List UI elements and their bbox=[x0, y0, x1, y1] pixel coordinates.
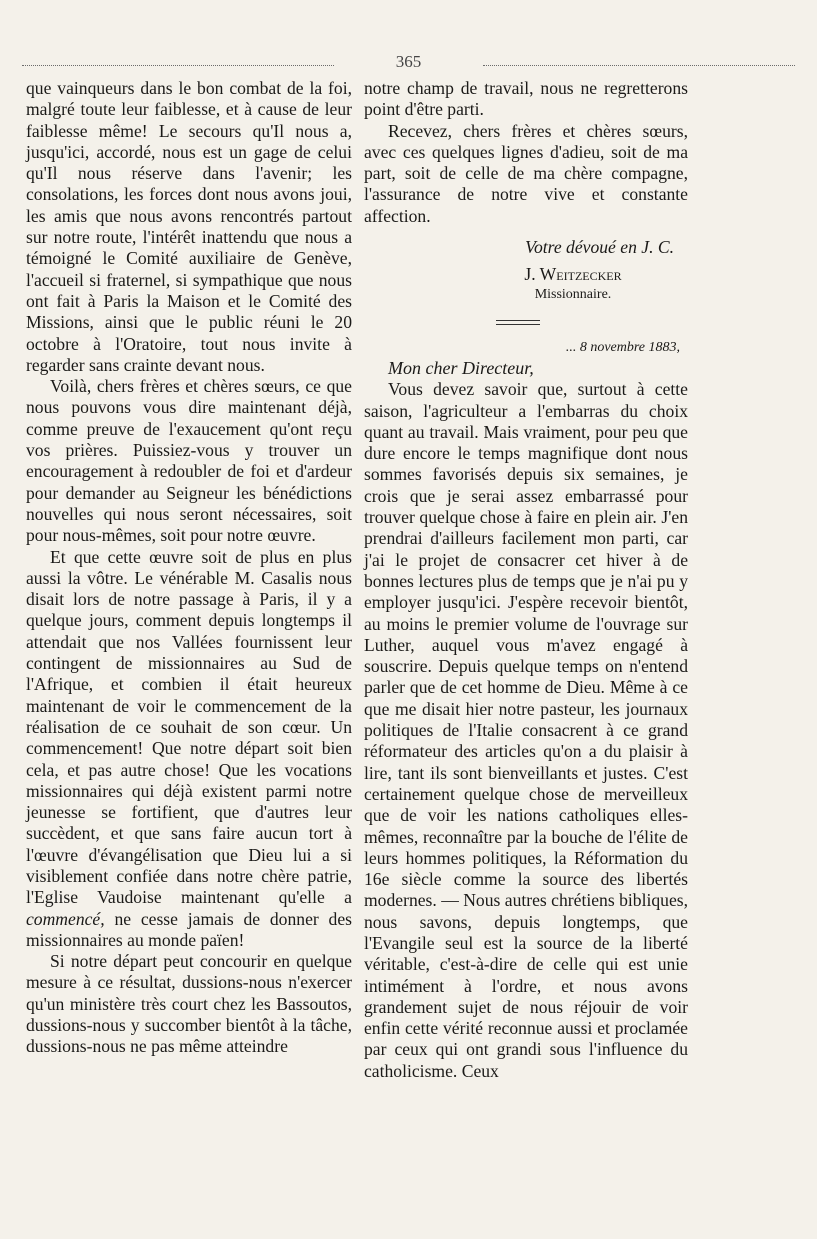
salutation: Mon cher Directeur, bbox=[388, 357, 534, 378]
dateline: ... 8 novembre 1883, bbox=[565, 339, 680, 355]
page-header bbox=[22, 52, 795, 72]
page-number: 365 bbox=[395, 52, 422, 71]
paragraph: Vous devez savoir que, surtout à cette saison, l'agriculteur a l'embarras du choix quant au travail. Mais vraiment, pour peu que dure encore le temps magnifique dont nous sommes favorisés depuis six semaines, je crois que je serai assez embarrassé pour trouver quelque chose à faire en plein air. J'en prendrai d'ailleurs facilement mon parti, car j'ai le projet de consacrer cet hiver à de bonnes lectures plus de temps que je n'ai pu y employer jusqu'ici. J'espère recevoir bientôt, au moins le premier volume de l'ouvrage sur Luther, auquel vous m'avez engagé à souscrire. Depuis quelque temps on n'entend parler que de cet homme de Dieu. Même à ce que me disait hier notre pasteur, les journaux politiques de l'Italie consacrent à ce grand réformateur des articles qu'on a du plaisir à lire, tant ils sont bienveillants et justes. C'est certainement quelque chose de merveilleux que de voir les nations catholiques elles-mêmes, reconnaître par la bouche de l'élite de leurs hommes politiques, la Réformation du 16e siècle comme la source des libertés modernes. — Nous autres chrétiens bibliques, nous savons, depuis longtemps, que l'Evangile seul est la source de la liberté véritable, c'est-à-dire de celle qui est unie intimément à l'ordre, et nous avons grandement sujet de nous réjouir de voir enfin cette vérité reconnue aussi et proclamée par ceux qui ont grandi sous l'influence du catholicisme. Ceux bbox=[364, 379, 688, 1081]
paragraph-text: ne cesse jamais de donner des missionnaires au monde païen! bbox=[26, 908, 352, 950]
signature: J. Weitzecker bbox=[524, 264, 622, 285]
emphasis: commencé, bbox=[26, 908, 105, 929]
signature-role: Missionnaire. bbox=[534, 286, 612, 302]
section-separator bbox=[496, 320, 540, 325]
letter-closing: Votre dévoué en J. C. bbox=[525, 237, 674, 258]
right-column bbox=[364, 78, 688, 1082]
left-column bbox=[26, 78, 352, 1058]
paragraph-text: Et que cette œuvre soit de plus en plus aussi la vôtre. Le vénérable M. Casalis nous disait lors de notre passage à Paris, il y a quelque jours, comment depuis longtemps il attendait que nos Vallées fournissent leur contingent de missionnaires au Sud de l'Afrique, et combien il était heureux maintenant de voir le commencement de la réalisation de ce souhait de son cœur. Un commencement! Que notre départ soit bien cela, et pas autre chose! Que les vocations missionnaires qui déjà existent parmi notre jeunesse se fortifient, que d'autres leur succèdent, et que sans faire aucun tort à l'œuvre d'évangélisation que Dieu lui a si visiblement confiée dans notre chère patrie, l'Eglise Vaudoise maintenant qu'elle a bbox=[26, 546, 352, 908]
paragraph: Voilà, chers frères et chères sœurs, ce que nous pouvons vous dire maintenant déjà, comme preuve de l'exaucement qu'ont reçu vos prières. Puissiez-vous y trouver un encouragement à redoubler de foi et d'ardeur pour demander au Seigneur les bénédictions nouvelles qui nous seront nécessaires, soit pour nous-mêmes, soit pour notre œuvre. bbox=[26, 376, 352, 546]
paragraph: Recevez, chers frères et chères sœurs, avec ces quelques lignes d'adieu, soit de ma part, soit de celle de ma chère compagne, l'assurance de notre vive et constante affection. bbox=[364, 120, 688, 226]
paragraph: notre champ de travail, nous ne regretterons point d'être parti. bbox=[364, 78, 688, 120]
paragraph: que vainqueurs dans le bon combat de la foi, malgré toute leur faiblesse, et à cause de leur faiblesse même! Le secours qu'Il nous a, jusqu'ici, accordé, nous est un gage de celui qu'Il nous réserve dans l'avenir; les consolations, les forces dont nous avons joui, les amis que nous avons rencontrés partout sur notre route, l'intérêt inattendu que nous a témoigné le Comité auxiliaire de Genève, l'accueil si fraternel, si sympathique que nous ont fait à Paris la Maison et le Comité des Missions, ainsi que le public réuni le 20 octobre à l'Oratoire, tout nous invite à regarder sans crainte devant nous. bbox=[26, 78, 352, 375]
paragraph: Si notre départ peut concourir en quelque mesure à ce résultat, dussions-nous n'exercer qu'un ministère très court chez les Bassoutos, dussions-nous y succomber bientôt à la tâche, dussions-nous ne pas même atteindre bbox=[26, 951, 352, 1057]
header-rule-right bbox=[483, 65, 795, 66]
paragraph bbox=[26, 547, 352, 952]
